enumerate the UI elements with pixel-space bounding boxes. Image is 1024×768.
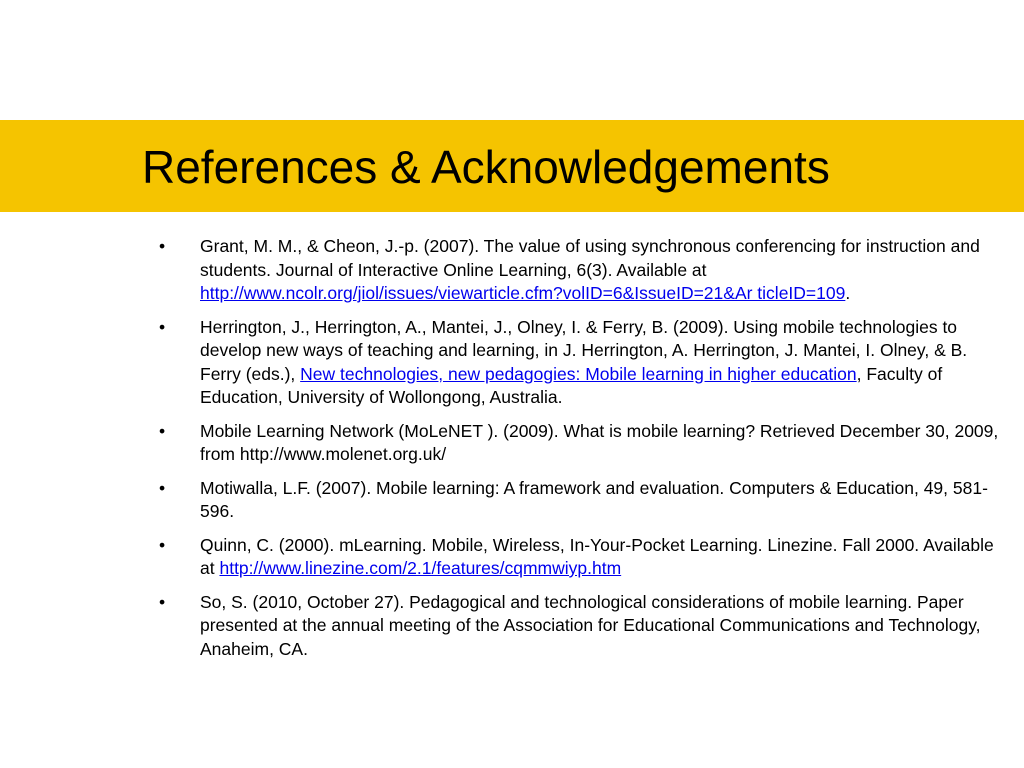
slide-title: References & Acknowledgements [142,141,830,193]
bullet-icon: • [159,477,166,498]
reference-text: Mobile Learning Network (MoLeNET ). (2009). What is mobile learning? Retrieved December 30, 2009, from http://www.molenet.org.uk/ [200,420,999,464]
reference-link-ncolr[interactable]: http://www.ncolr.org/jiol/issues/viewarticle.cfm?volID=6&IssueID=21&Ar ticleID=109 [200,283,846,303]
reference-link-linezine[interactable]: http://www.linezine.com/2.1/features/cqmmwiyp.htm [219,558,622,578]
bullet-icon: • [159,534,166,555]
reference-text: Motiwalla, L.F. (2007). Mobile learning: A framework and evaluation. Computers & Education, 49, 581-596. [200,477,988,521]
reference-item-motiwalla [150,477,1012,524]
reference-text: So, S. (2010, October 27). Pedagogical and technological considerations of mobile learning. Paper presented at the annual meeting of the Association for Educational Communications and Technology, Anaheim, CA. [200,591,981,659]
reference-item-herrington [150,316,1012,410]
bullet-icon: • [159,591,166,612]
reference-text-end: . [845,283,851,303]
bullet-icon: • [159,316,166,337]
bullet-icon: • [159,420,166,441]
reference-text: Herrington, J., Herrington, A., Mantei, J., Olney, I. & Ferry, B. (2009). Using mobile technologies to develop new ways of teaching and learning, in J. Herrington, A. Herrington, J. Mantei, I. Olney, & B. Ferry (eds.), [200,316,968,384]
reference-item-so [150,591,1012,662]
reference-item-grant [150,235,1012,306]
reference-text: Quinn, C. (2000). mLearning. Mobile, Wireless, In-Your-Pocket Learning. Linezine. Fall 2000. Available at [200,534,994,578]
reference-item-quinn [150,534,1012,581]
reference-item-molenet [150,420,1012,467]
reference-link-new-technologies[interactable]: New technologies, new pedagogies: Mobile learning in higher education [300,363,857,384]
reference-text: Grant, M. M., & Cheon, J.-p. (2007). The value of using synchronous conferencing for instruction and students. Journal of Interactive Online Learning, 6(3). Available at [200,236,980,280]
reference-list [150,235,1012,671]
bullet-icon: • [159,236,166,256]
reference-text-end: , Faculty of Education, University of Wollongong, Australia. [200,363,943,407]
